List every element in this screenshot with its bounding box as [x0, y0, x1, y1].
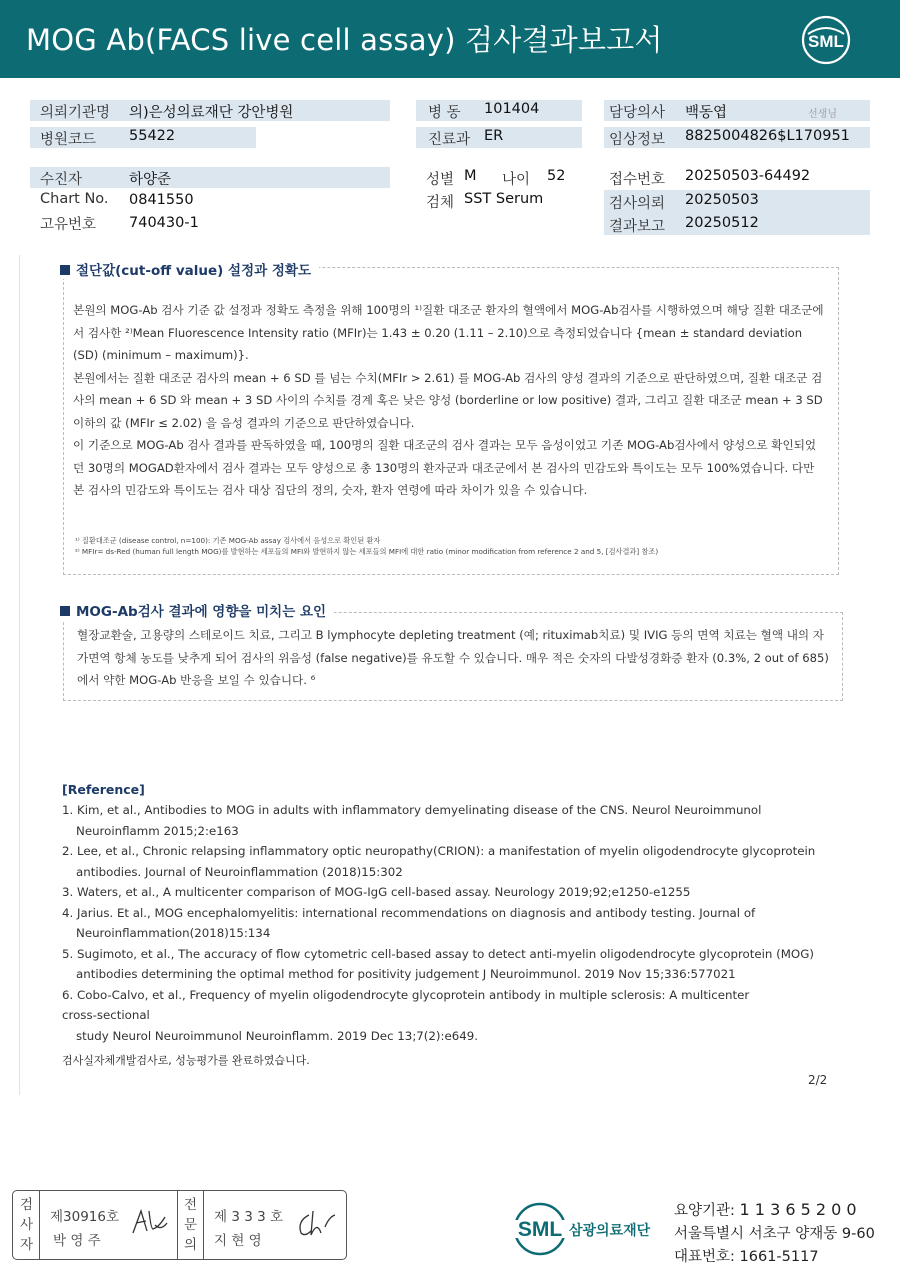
examiner-signature-icon: [129, 1205, 169, 1239]
hospital-code-value: 55422: [129, 128, 176, 144]
reference-item-cont: Neuroinflamm 2015;2:e163: [76, 823, 239, 838]
unique-label: 고유번호: [40, 217, 97, 233]
cutoff-section-body: [73, 299, 825, 502]
examiner-license: 제30916호: [50, 1209, 120, 1225]
ward-label: 병 동: [428, 105, 461, 121]
footer-org-name: 삼광의료재단: [569, 1223, 651, 1239]
ward-value: 101404: [484, 101, 540, 117]
report-value: 20250512: [685, 215, 759, 231]
report-title: MOG Ab(FACS live cell assay) 검사결과보고서: [26, 23, 663, 57]
examiner-name: 박 영 주: [53, 1233, 101, 1249]
section-bullet-icon: [60, 265, 70, 275]
sml-footer-logo-icon: [510, 1200, 570, 1258]
examiner-label: 검 사 자: [20, 1197, 34, 1253]
receipt-label: 접수번호: [609, 172, 666, 188]
cutoff-paragraph-3: 이 기준으로 MOG-Ab 검사 결과를 판독하였을 때, 100명의 질환 대조군의 검사 결과는 모두 음성이었고 기존 MOG-Ab검사에서 양성으로 확인되었던 30명의 MOGAD환자에서 검사 결과는 모두 양성으로 총 130명의 환자군과 대조군에서 본 검사의 민감도와 특이도는 모두 100%였습니다. 다만 본 검사의 민감도와 특이도는 검사 대상 집단의 정의, 숫자, 환자 연령에 따라 차이가 있을 수 있습니다.: [73, 438, 817, 497]
reference-list: [62, 800, 852, 1046]
institution-value: 의)은성의료재단 강안병원: [129, 105, 294, 121]
patient-value: 하양준: [129, 172, 172, 188]
specialist-signature-icon: [295, 1207, 339, 1241]
factors-paragraph: 혈장교환술, 고용량의 스테로이드 치료, 그리고 B lymphocyte depleting treatment (예; rituximab치료) 및 IVIG 등의 면역 치료는 혈액 내의 자가면역 항체 농도를 낮추게 되어 검사의 위음성 (false negative)를 유도할 수 있습니다. 매우 적은 숫자의 다발성경화증 환자 (0.3%, 2 out of 685)에서 약한 MOG-Ab 반응을 보일 수 있습니다. ⁶: [77, 628, 829, 687]
footnote-1: ¹⁾ 질환대조군 (disease control, n=100): 기존 MOG-Ab assay 검사에서 음성으로 확인된 환자: [75, 536, 381, 545]
sex-value: M: [464, 168, 477, 184]
reference-item-cont: antibodies. Journal of Neuroinflammation (2018)15:302: [76, 864, 403, 879]
factors-section-title: MOG-Ab검사 결과에 영향을 미치는 요인: [60, 600, 334, 620]
institution-label: 의뢰기관명: [40, 105, 111, 121]
patient-row-bg: [30, 167, 390, 188]
specialist-license: 제 3 3 3 호: [214, 1209, 284, 1225]
receipt-value: 20250503-64492: [685, 168, 811, 184]
age-label: 나이: [502, 172, 531, 188]
request-value: 20250503: [685, 192, 759, 208]
left-margin-rule: [19, 255, 20, 1095]
cutoff-section-title: 절단값(cut-off value) 설정과 정확도: [60, 259, 319, 279]
header-logo-text: SML: [808, 32, 844, 51]
page-number: 2/2: [808, 1073, 828, 1087]
hospital-code-label: 병원코드: [40, 132, 97, 148]
chart-label: Chart No.: [40, 191, 109, 207]
reference-item: 6. Cobo-Calvo, et al., Frequency of myelin oligodendrocyte glycoprotein antibody in multiple sclerosis: A multicenter: [62, 987, 750, 1002]
clinical-label: 임상정보: [609, 132, 666, 148]
doctor-label: 담당의사: [609, 105, 666, 121]
section-bullet-icon: [60, 606, 70, 616]
phone-label: 대표번호:: [674, 1249, 735, 1265]
agency-label: 요양기관:: [674, 1203, 735, 1219]
sex-label: 성별: [426, 172, 455, 188]
cutoff-paragraph-2: 본원에서는 질환 대조군 검사의 mean + 6 SD 를 넘는 수치(MFIr > 2.61) 를 MOG-Ab 검사의 양성 결과의 기준으로 판단하였으며, 질환 대조군 검사의 mean + 6 SD 와 mean + 3 SD 사이의 수치를 경계 혹은 낮은 양성 (borderline or low positive) 결과, 그리고 질환 대조군 mean + 3 SD 이하의 값 (MFIr ≤ 2.02) 을 음성 결과의 기준으로 판단하였습니다.: [73, 370, 823, 430]
reference-title: [Reference]: [62, 782, 145, 797]
reference-item-cont: antibodies determining the optimal method for positivity judgement J Neuroimmunol. 2019 Nov 15;336:577021: [76, 967, 736, 981]
reference-item-cont: study Neurol Neuroimmunol Neuroinflamm. 2019 Dec 13;7(2):e649.: [76, 1028, 479, 1043]
validation-note: 검사실자체개발검사로, 성능평가를 완료하였습니다.: [62, 1054, 310, 1067]
phone-value: 1661-5117: [739, 1249, 819, 1265]
footnote-2: ²⁾ MFIr= ds-Red (human full length MOG)를 발현하는 세포들의 MFI와 발현하지 않는 세포들의 MFI에 대한 ratio (minor modification from reference 2 and 5, [검사결과] 참조): [75, 547, 659, 556]
reference-item-cont: cross-sectional: [62, 1008, 150, 1022]
reference-item: 2. Lee, et al., Chronic relapsing inflammatory optic neuropathy(CRION): a manifestation of myelin oligodendrocyte glycoprotein: [62, 844, 816, 858]
clinical-value: 8825004826$L170951: [685, 128, 850, 144]
specimen-label: 검체: [426, 195, 455, 211]
unique-value: 740430-1: [129, 215, 199, 231]
doctor-suffix: 선생님: [808, 109, 837, 120]
reference-item: 4. Jarius. Et al., MOG encephalomyelitis: international recommendations on diagnosis and antibody testing. Journal of: [62, 905, 756, 920]
cutoff-paragraph-1: 본원의 MOG-Ab 검사 기준 값 설정과 정확도 측정을 위해 100명의 ¹⁾질환 대조군 환자의 혈액에서 MOG-Ab검사를 시행하였으며 해당 질환 대조군에서 검사한 ²⁾Mean Fluorescence Intensity ratio (MFIr)는 1.43 ± 0.20 (1.11 – 2.10)으로 측정되었습니다 {mean ± standard deviation (SD) (minimum – maximum)}.: [73, 303, 824, 362]
sml-logo-icon: [800, 14, 852, 66]
footer-address: 서울특별시 서초구 양재동 9-60: [674, 1226, 875, 1242]
age-value: 52: [547, 168, 566, 184]
footer-logo-text: SML: [517, 1218, 563, 1241]
reference-item-cont: Neuroinflammation(2018)15:134: [76, 926, 271, 940]
specialist-label: 전 문 의: [184, 1197, 198, 1253]
reference-item: 5. Sugimoto, et al., The accuracy of flow cytometric cell-based assay to detect anti-myelin oligodendrocyte glycoprotein (MOG): [62, 946, 814, 961]
reference-item: 1. Kim, et al., Antibodies to MOG in adults with inflammatory demyelinating disease of the CNS. Neurol Neuroimmunol: [62, 803, 762, 817]
dept-label: 진료과: [428, 132, 471, 148]
chart-value: 0841550: [129, 192, 194, 208]
doctor-value: 백동엽: [685, 105, 728, 121]
patient-label: 수진자: [40, 172, 83, 188]
report-label: 결과보고: [609, 219, 666, 235]
agency-value: 1 1 3 6 5 2 0 0: [739, 1200, 857, 1219]
signature-box: [12, 1190, 347, 1260]
footer-agency: [674, 1199, 857, 1220]
specialist-name: 지 현 영: [214, 1233, 262, 1249]
reference-item: 3. Waters, et al., A multicenter comparison of MOG-IgG cell-based assay. Neurology 2019;92;e1250-e1255: [62, 885, 691, 899]
factors-section-body: [77, 624, 829, 692]
dept-value: ER: [484, 128, 504, 144]
request-label: 검사의뢰: [609, 196, 666, 212]
footer-phone: [674, 1245, 819, 1266]
specimen-value: SST Serum: [464, 191, 544, 207]
